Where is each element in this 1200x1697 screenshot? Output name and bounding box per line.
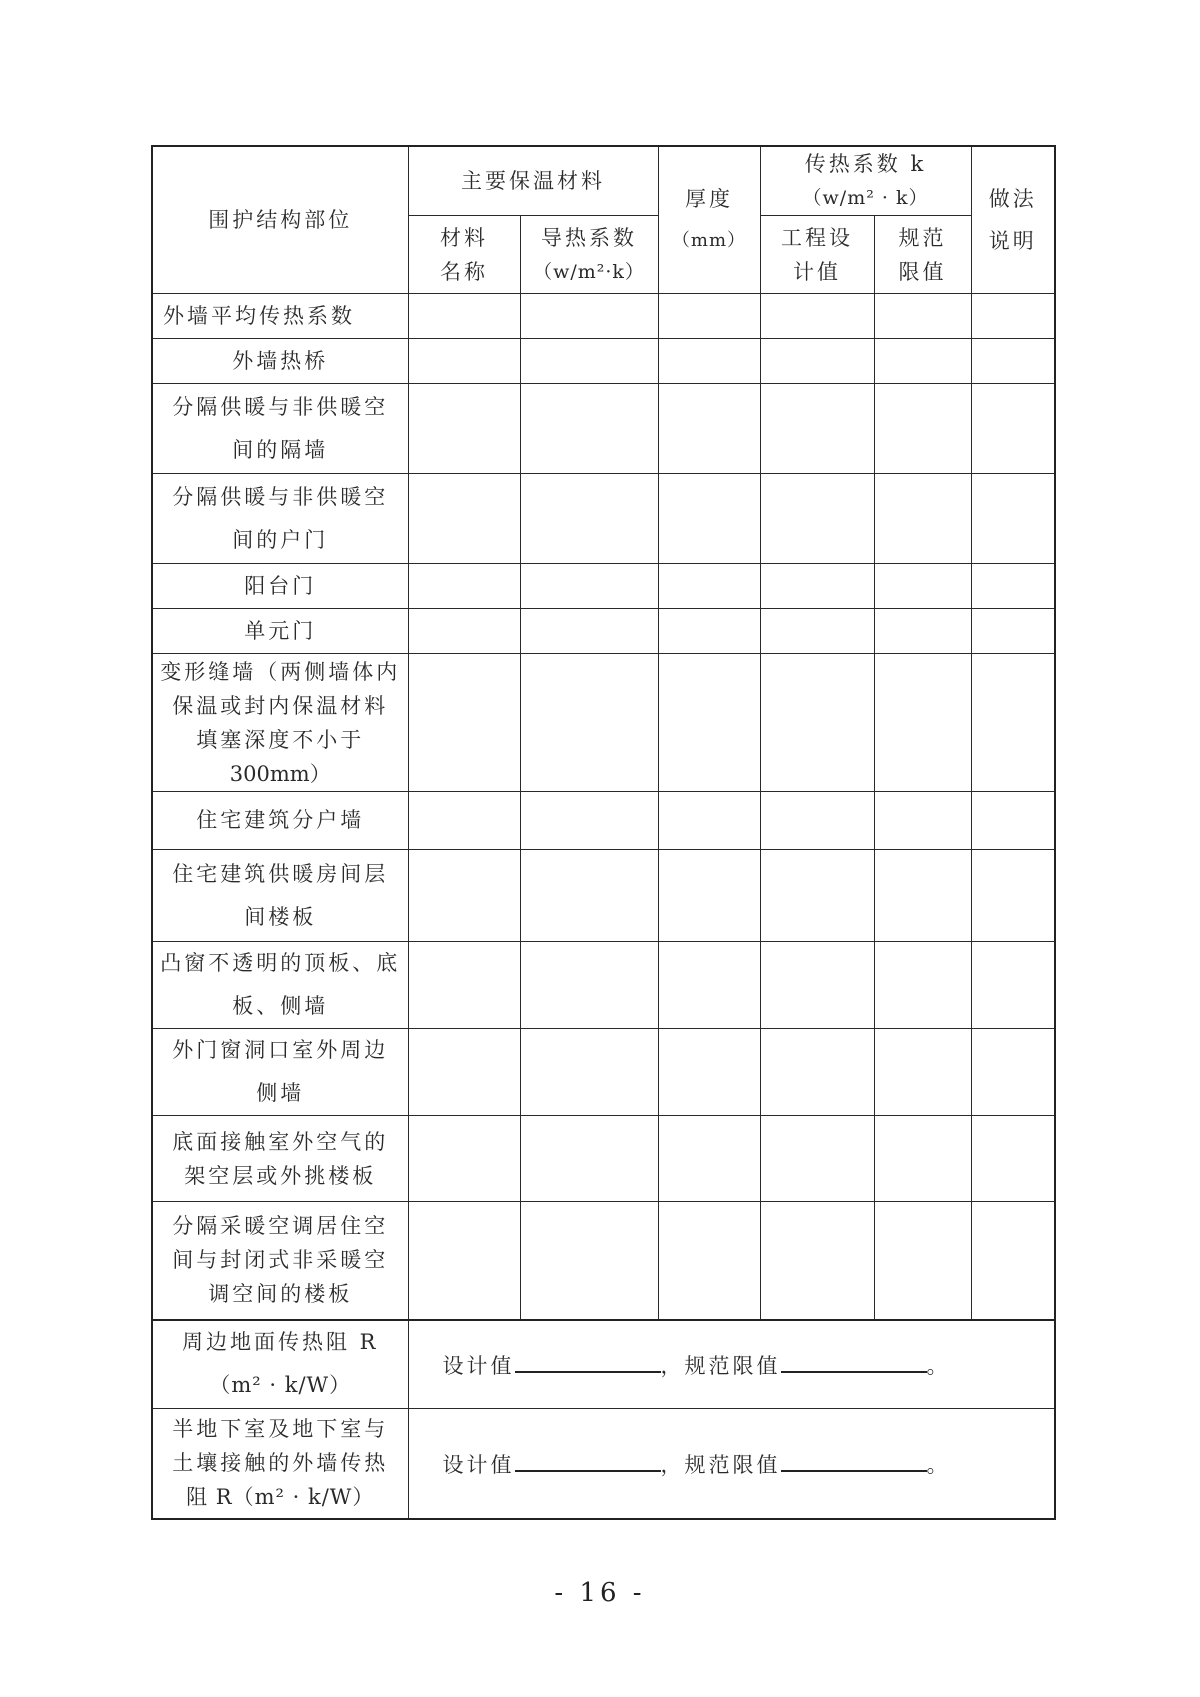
row-label: 外墙平均传热系数 (152, 294, 408, 339)
table-row (152, 654, 1055, 792)
table-row (152, 564, 1055, 609)
conductivity-cell[interactable] (520, 564, 658, 609)
row-label: 凸窗不透明的顶板、底 板、侧墙 (152, 942, 408, 1029)
table-row (152, 850, 1055, 942)
conductivity-cell[interactable] (520, 384, 658, 474)
thickness-cell[interactable] (658, 384, 760, 474)
table-row (152, 339, 1055, 384)
thickness-cell[interactable] (658, 1029, 760, 1116)
method-note-cell[interactable] (971, 339, 1055, 384)
material-name-cell[interactable] (408, 850, 520, 942)
material-name-cell[interactable] (408, 654, 520, 792)
header-method-note: 做法 说明 (971, 146, 1055, 294)
design-limit-fill-line: 设计值 ，规范限值 。 (408, 1409, 1055, 1519)
thickness-cell[interactable] (658, 474, 760, 564)
conductivity-cell[interactable] (520, 654, 658, 792)
thickness-cell[interactable] (658, 654, 760, 792)
method-note-cell[interactable] (971, 654, 1055, 792)
limit-value-cell[interactable] (874, 339, 971, 384)
thickness-cell[interactable] (658, 564, 760, 609)
design-value-cell[interactable] (760, 1116, 874, 1202)
thickness-cell[interactable] (658, 1116, 760, 1202)
method-note-cell[interactable] (971, 942, 1055, 1029)
row-label: 底面接触室外空气的 架空层或外挑楼板 (152, 1116, 408, 1202)
row-label: 分隔供暖与非供暖空 间的户门 (152, 474, 408, 564)
row-label: 变形缝墙（两侧墙体内 保温或封内保温材料 填塞深度不小于 300mm） (152, 654, 408, 792)
conductivity-cell[interactable] (520, 942, 658, 1029)
limit-value-cell[interactable] (874, 474, 971, 564)
material-name-cell[interactable] (408, 564, 520, 609)
method-note-cell[interactable] (971, 474, 1055, 564)
method-note-cell[interactable] (971, 1029, 1055, 1116)
design-value-cell[interactable] (760, 1202, 874, 1320)
method-note-cell[interactable] (971, 1116, 1055, 1202)
row-label: 分隔采暖空调居住空 间与封闭式非采暖空 调空间的楼板 (152, 1202, 408, 1320)
thickness-cell[interactable] (658, 942, 760, 1029)
conductivity-cell[interactable] (520, 1202, 658, 1320)
header-row-1 (152, 146, 1055, 216)
design-value-cell[interactable] (760, 294, 874, 339)
material-name-cell[interactable] (408, 942, 520, 1029)
row-label: 半地下室及地下室与 土壤接触的外墙传热 阻 R（m² · k/W） (152, 1409, 408, 1519)
table-row (152, 294, 1055, 339)
conductivity-cell[interactable] (520, 609, 658, 654)
design-value-cell[interactable] (760, 609, 874, 654)
method-note-cell[interactable] (971, 609, 1055, 654)
table-row (152, 1029, 1055, 1116)
method-note-cell[interactable] (971, 294, 1055, 339)
header-design-value: 工程设 计值 (760, 216, 874, 294)
row-label: 住宅建筑供暖房间层 间楼板 (152, 850, 408, 942)
material-name-cell[interactable] (408, 1116, 520, 1202)
row-label: 住宅建筑分户墙 (152, 792, 408, 850)
header-thickness: 厚度 （mm） (658, 146, 760, 294)
table-row (152, 1116, 1055, 1202)
limit-value-blank[interactable] (781, 1448, 927, 1472)
design-value-blank[interactable] (515, 1349, 661, 1373)
method-note-cell[interactable] (971, 564, 1055, 609)
design-value-cell[interactable] (760, 384, 874, 474)
header-conductivity: 导热系数 （w/m²·k） (520, 216, 658, 294)
limit-value-cell[interactable] (874, 942, 971, 1029)
row-label: 周边地面传热阻 R （m² · k/W） (152, 1320, 408, 1409)
thickness-cell[interactable] (658, 792, 760, 850)
thickness-cell[interactable] (658, 294, 760, 339)
limit-value-cell[interactable] (874, 1116, 971, 1202)
conductivity-cell[interactable] (520, 1029, 658, 1116)
conductivity-cell[interactable] (520, 1116, 658, 1202)
header-main-material: 主要保温材料 (408, 146, 658, 216)
header-limit-value: 规范 限值 (874, 216, 971, 294)
table-row (152, 384, 1055, 474)
limit-value-cell[interactable] (874, 1029, 971, 1116)
design-limit-fill-line: 设计值 ，规范限值 。 (408, 1320, 1055, 1409)
method-note-cell[interactable] (971, 1202, 1055, 1320)
material-name-cell[interactable] (408, 609, 520, 654)
design-value-cell[interactable] (760, 339, 874, 384)
limit-value-cell[interactable] (874, 792, 971, 850)
table-row (152, 609, 1055, 654)
conductivity-cell[interactable] (520, 474, 658, 564)
header-heat-transfer-coefficient: 传热系数 k （w/m² · k） (760, 146, 971, 216)
row-label: 阳台门 (152, 564, 408, 609)
table-row (152, 942, 1055, 1029)
limit-value-cell[interactable] (874, 850, 971, 942)
header-location: 围护结构部位 (152, 146, 408, 294)
resistance-row-perimeter-ground (152, 1320, 1055, 1409)
design-value-cell[interactable] (760, 792, 874, 850)
design-value-blank[interactable] (515, 1448, 661, 1472)
design-value-cell[interactable] (760, 474, 874, 564)
design-value-cell[interactable] (760, 850, 874, 942)
row-label: 外墙热桥 (152, 339, 408, 384)
material-name-cell[interactable] (408, 1029, 520, 1116)
limit-value-cell[interactable] (874, 564, 971, 609)
limit-value-blank[interactable] (781, 1349, 927, 1373)
table-row (152, 792, 1055, 850)
material-name-cell[interactable] (408, 792, 520, 850)
thickness-cell[interactable] (658, 609, 760, 654)
material-name-cell[interactable] (408, 474, 520, 564)
conductivity-cell[interactable] (520, 850, 658, 942)
thickness-cell[interactable] (658, 1202, 760, 1320)
conductivity-cell[interactable] (520, 792, 658, 850)
table-row (152, 1202, 1055, 1320)
conductivity-cell[interactable] (520, 339, 658, 384)
table-row (152, 474, 1055, 564)
material-name-cell[interactable] (408, 384, 520, 474)
method-note-cell[interactable] (971, 792, 1055, 850)
limit-value-cell[interactable] (874, 1202, 971, 1320)
material-name-cell[interactable] (408, 339, 520, 384)
design-value-cell[interactable] (760, 1029, 874, 1116)
limit-value-cell[interactable] (874, 609, 971, 654)
page-number: - 16 - (554, 1578, 646, 1608)
conductivity-cell[interactable] (520, 294, 658, 339)
design-value-cell[interactable] (760, 564, 874, 609)
method-note-cell[interactable] (971, 850, 1055, 942)
thickness-cell[interactable] (658, 850, 760, 942)
design-value-cell[interactable] (760, 942, 874, 1029)
row-label: 单元门 (152, 609, 408, 654)
design-value-cell[interactable] (760, 654, 874, 792)
method-note-cell[interactable] (971, 384, 1055, 474)
limit-value-cell[interactable] (874, 654, 971, 792)
header-material-name: 材料 名称 (408, 216, 520, 294)
resistance-row-basement-wall (152, 1409, 1055, 1519)
envelope-insulation-table (151, 145, 1056, 1520)
thickness-cell[interactable] (658, 339, 760, 384)
material-name-cell[interactable] (408, 294, 520, 339)
row-label: 外门窗洞口室外周边 侧墙 (152, 1029, 408, 1116)
material-name-cell[interactable] (408, 1202, 520, 1320)
row-label: 分隔供暖与非供暖空 间的隔墙 (152, 384, 408, 474)
limit-value-cell[interactable] (874, 384, 971, 474)
limit-value-cell[interactable] (874, 294, 971, 339)
